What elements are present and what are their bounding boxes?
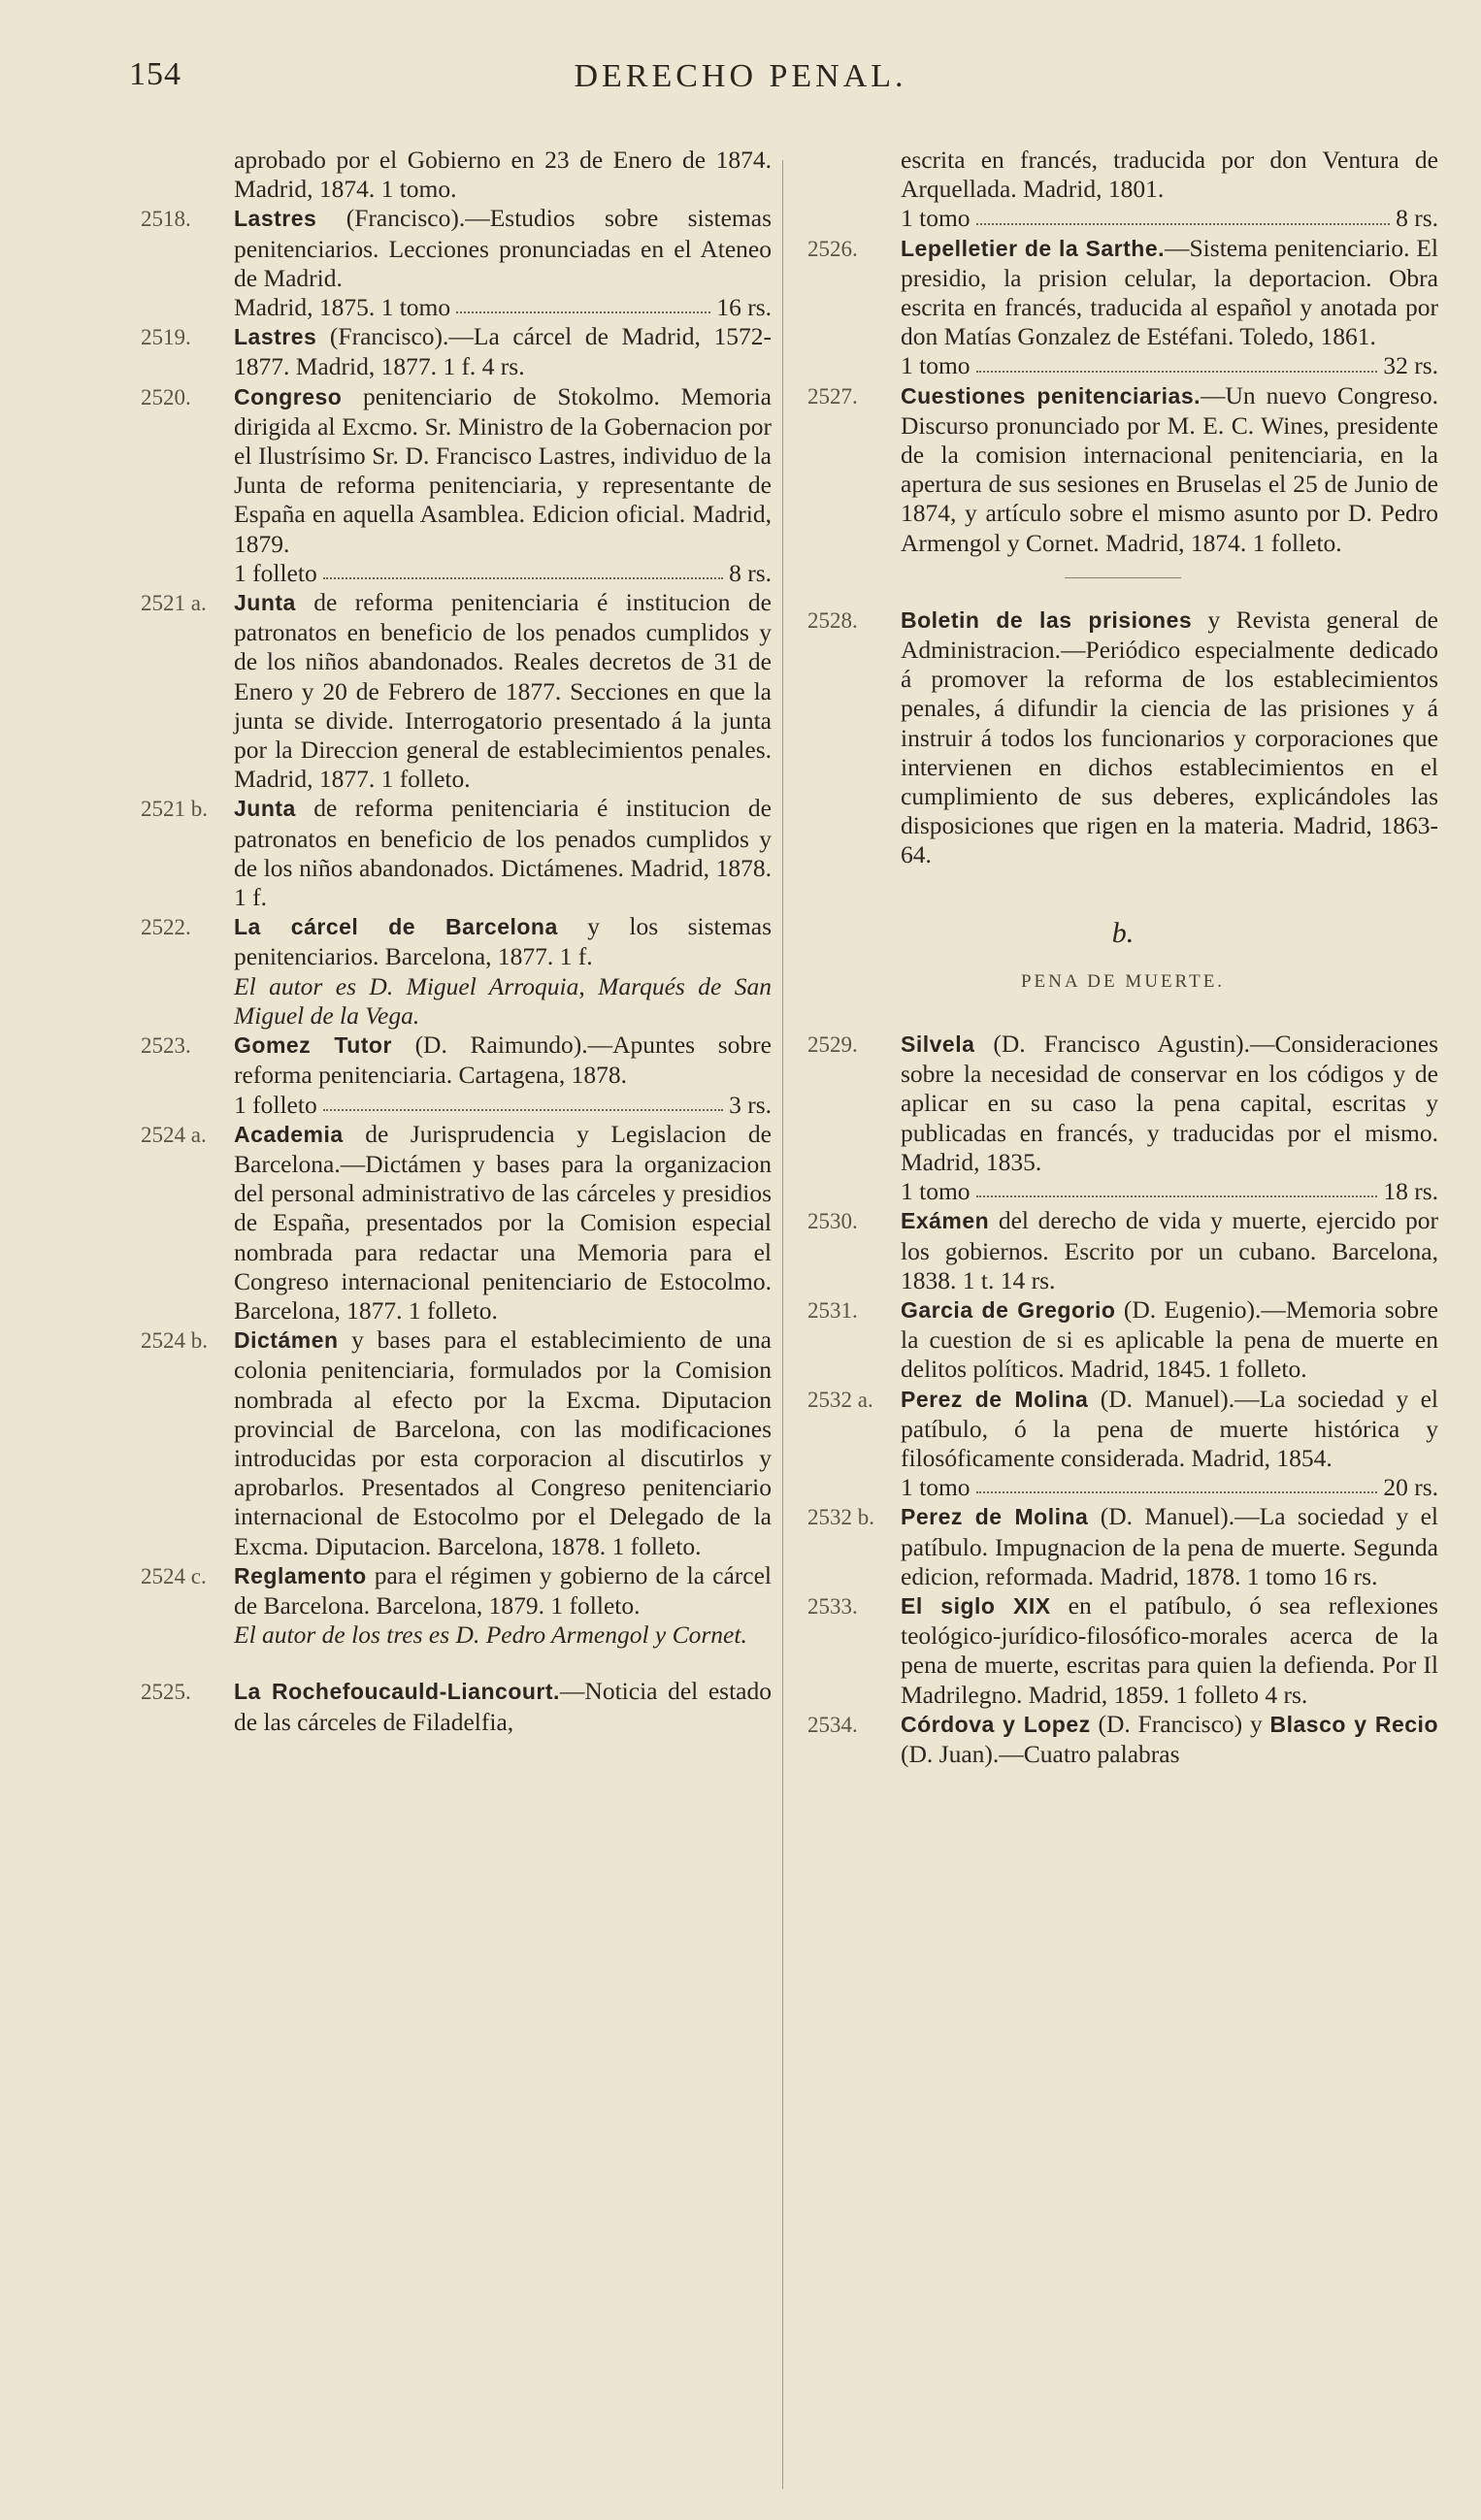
- entry-2532a: 2532 a. Perez de Molina (D. Manuel).—La sociedad y el patíbulo, ó la pena de muerte histórica y filosóficamente considerada. Madrid, 1854.: [807, 1384, 1438, 1472]
- entry-2518: 2518. Lastres (Francisco).—Estudios sobre sistemas penitenciarios. Lecciones pronunciadas en el Ateneo de Madrid.: [141, 204, 772, 292]
- price-line: 1 folleto 8 rs.: [234, 558, 772, 587]
- right-column: [807, 146, 1438, 1769]
- section-title: PENA DE MUERTE.: [1020, 970, 1226, 992]
- page-header: [0, 49, 1481, 107]
- entry-2527: 2527. Cuestiones penitenciarias.—Un nuevo Congreso. Discurso pronunciado por M. E. C. Wines, presidente de la comision internacional penitenciaria, en la apertura de sus sesiones en Bruselas el 25 de Junio de 1874, y artículo sobre el mismo asunto por D. Pedro Armengol y Cornet. Madrid, 1874. 1 folleto.: [807, 380, 1438, 557]
- entry-2521b: 2521 b. Junta de reforma penitenciaria é institucion de patronatos en beneficio de los penados cumplidos y de los niños abandonados. Dictámenes. Madrid, 1878. 1 f.: [141, 794, 772, 912]
- price-line: 1 tomo 8 rs.: [901, 204, 1438, 233]
- left-column: [141, 146, 772, 1737]
- entry-2532b: 2532 b. Perez de Molina (D. Manuel).—La sociedad y el patíbulo. Impugnacion de la pena de muerte. Segunda edicion, reformada. Madrid, 1878. 1 tomo 16 rs.: [807, 1502, 1438, 1590]
- separator-rule: [1065, 577, 1181, 578]
- entry-2524c: 2524 c. Reglamento para el régimen y gobierno de la cárcel de Barcelona. Barcelona, 1879. 1 folleto.: [141, 1560, 772, 1620]
- entry-2523: 2523. Gomez Tutor (D. Raimundo).—Apuntes sobre reforma penitenciaria. Cartagena, 1878.: [141, 1031, 772, 1090]
- price-line: 1 tomo 32 rs.: [901, 351, 1438, 380]
- entry-2528: 2528. Boletin de las prisiones y Revista general de Administracion.—Periódico especialmente dedicado á promover la reforma de los establecimientos penales, á difundir la ciencia de las prisiones y á instruir á todos los funcionarios y corporaciones que intervienen en dichos establecimientos en el cumplimiento de sus deberes, explicándoles las disposiciones que rigen en la materia. Madrid, 1863-64.: [807, 605, 1438, 869]
- entry-continuation: escrita en francés, traducida por don Ventura de Arquellada. Madrid, 1801.: [901, 146, 1438, 204]
- entry-note: El autor es D. Miguel Arroquia, Marqués de San Miguel de la Vega.: [234, 971, 772, 1030]
- entry-2534: 2534. Córdova y Lopez (D. Francisco) y Blasco y Recio (D. Juan).—Cuatro palabras: [807, 1709, 1438, 1768]
- entry-2524a: 2524 a. Academia de Jurisprudencia y Legislacion de Barcelona.—Dictámen y bases para la organizacion del personal administrativo de las cárceles y presidios de España, presentados por la Comision especial nombrada para redactar una Memoria para el Congreso internacional penitenciario de Estocolmo. Barcelona, 1877. 1 folleto.: [141, 1119, 772, 1325]
- entry-2520: 2520. Congreso penitenciario de Stokolmo. Memoria dirigida al Excmo. Sr. Ministro de la Gobernacion por el Ilustrísimo Sr. D. Francisco Lastres, individuo de la Junta de reforma penitenciaria, y representante de España en aquella Asamblea. Edicion oficial. Madrid, 1879.: [141, 381, 772, 558]
- running-title: DERECHO PENAL.: [574, 58, 907, 94]
- entry-note: El autor de los tres es D. Pedro Armengol y Cornet.: [234, 1620, 747, 1650]
- column-divider: [782, 160, 783, 2489]
- entry-2526: 2526. Lepelletier de la Sarthe.—Sistema penitenciario. El presidio, la prision celular, la deportacion. Obra escrita en francés, traducida al español y anotada por don Matías Gonzalez de Estéfani. Toledo, 1861.: [807, 233, 1438, 351]
- entry-2531: 2531. Garcia de Gregorio (D. Eugenio).—Memoria sobre la cuestion de si es aplicable la pena de muerte en delitos políticos. Madrid, 1845. 1 folleto.: [807, 1294, 1438, 1384]
- entry-2519: 2519. Lastres (Francisco).—La cárcel de Madrid, 1572-1877. Madrid, 1877. 1 f. 4 rs.: [141, 322, 772, 381]
- price-line: 1 folleto 3 rs.: [234, 1090, 772, 1119]
- price-line: 1 tomo 18 rs.: [901, 1177, 1438, 1206]
- price-line: Madrid, 1875. 1 tomo 16 rs.: [234, 293, 772, 322]
- section-letter: b.: [1111, 916, 1135, 949]
- entry-2522: 2522. La cárcel de Barcelona y los sistemas penitenciarios. Barcelona, 1877. 1 f.: [141, 912, 772, 971]
- page-number: 154: [129, 56, 181, 92]
- entry-2525: 2525. La Rochefoucauld-Liancourt.—Noticia del estado de las cárceles de Filadelfia,: [141, 1677, 772, 1736]
- entry-2524b: 2524 b. Dictámen y bases para el establecimiento de una colonia penitenciaria, formulados por la Comision nombrada al efecto por la Excma. Diputacion provincial de Barcelona, con las modificaciones introducidas por esta corporacion al discutirlos y aprobarlos. Presentados al Congreso penitenciario internacional de Estocolmo por el Delegado de la Excma. Diputacion. Barcelona, 1878. 1 folleto.: [141, 1325, 772, 1560]
- entry-2530: 2530. Exámen del derecho de vida y muerte, ejercido por los gobiernos. Escrito por un cubano. Barcelona, 1838. 1 t. 14 rs.: [807, 1206, 1438, 1294]
- entry-continuation: aprobado por el Gobierno en 23 de Enero de 1874. Madrid, 1874. 1 tomo.: [234, 146, 772, 204]
- entry-2533: 2533. El siglo XIX en el patíbulo, ó sea reflexiones teológico-jurídico-filosófico-morales acerca de la pena de muerte, escritas para quien la defienda. Por Il Madrilegno. Madrid, 1859. 1 folleto 4 rs.: [807, 1590, 1438, 1709]
- entry-2521a: 2521 a. Junta de reforma penitenciaria é institucion de patronatos en beneficio de los penados cumplidos y de los niños abandonados. Reales decretos de 31 de Enero y 20 de Febrero de 1877. Secciones en que la junta se divide. Interrogatorio presentado á la junta por la Direccion general de establecimientos penales. Madrid, 1877. 1 folleto.: [141, 588, 772, 794]
- entry-2529: 2529. Silvela (D. Francisco Agustin).—Consideraciones sobre la necesidad de conservar en los códigos y de aplicar en su caso la pena capital, escritas y publicadas en francés, y traducidas por el mismo. Madrid, 1835.: [807, 1030, 1438, 1176]
- price-line: 1 tomo 20 rs.: [901, 1473, 1438, 1502]
